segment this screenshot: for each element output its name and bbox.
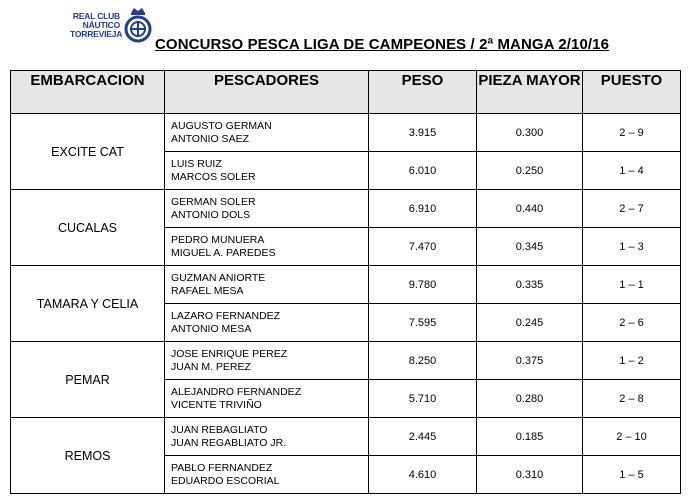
biggest-catch-cell: 0.345 bbox=[477, 228, 583, 266]
boat-name: EXCITE CAT bbox=[11, 114, 165, 190]
fishers-cell bbox=[165, 114, 369, 152]
position-cell: 2 – 8 bbox=[583, 380, 681, 418]
fisher-name: VICENTE TRIVIÑO bbox=[171, 398, 262, 411]
header-biggest-catch: PIEZA MAYOR bbox=[477, 71, 583, 114]
weight-cell: 6.910 bbox=[369, 190, 477, 228]
table-row bbox=[11, 418, 681, 456]
fisher-name: GUZMAN ANIORTE bbox=[171, 272, 266, 284]
weight-cell: 7.595 bbox=[369, 304, 477, 342]
fishers-cell bbox=[165, 342, 369, 380]
position-cell: 2 – 9 bbox=[583, 114, 681, 152]
biggest-catch-cell: 0.245 bbox=[477, 304, 583, 342]
fisher-name: ANTONIO MESA bbox=[171, 322, 252, 335]
fishers-cell bbox=[165, 304, 369, 342]
fisher-name: JUAN REGABLIATO JR. bbox=[171, 436, 287, 449]
fisher-name: ANTONIO SAEZ bbox=[171, 132, 249, 145]
fisher-name: JUAN M. PEREZ bbox=[171, 360, 251, 373]
fisher-name: PABLO FERNANDEZ bbox=[171, 462, 273, 474]
fishers-cell bbox=[165, 152, 369, 190]
weight-cell: 2.445 bbox=[369, 418, 477, 456]
biggest-catch-cell: 0.185 bbox=[477, 418, 583, 456]
fisher-name: MIGUEL A. PAREDES bbox=[171, 246, 276, 259]
fisher-name: ALEJANDRO FERNANDEZ bbox=[171, 386, 302, 398]
club-name bbox=[70, 11, 123, 39]
fisher-name: EDUARDO ESCORIAL bbox=[171, 474, 280, 487]
fisher-name: RAFAEL MESA bbox=[171, 284, 244, 297]
club-name-line1: REAL CLUB bbox=[72, 11, 120, 21]
fishers-cell bbox=[165, 190, 369, 228]
weight-cell: 8.250 bbox=[369, 342, 477, 380]
fisher-name: MARCOS SOLER bbox=[171, 170, 256, 183]
position-cell: 1 – 5 bbox=[583, 456, 681, 494]
biggest-catch-cell: 0.440 bbox=[477, 190, 583, 228]
boat-name: TAMARA Y CELIA bbox=[11, 266, 165, 342]
club-name-line3: TORREVIEJA bbox=[70, 29, 123, 39]
table-row bbox=[11, 342, 681, 380]
header-weight: PESO bbox=[369, 71, 477, 114]
header-fishers: PESCADORES bbox=[165, 71, 369, 114]
biggest-catch-cell: 0.300 bbox=[477, 114, 583, 152]
results-table bbox=[10, 70, 681, 494]
boat-name: REMOS bbox=[11, 418, 165, 494]
weight-cell: 3.915 bbox=[369, 114, 477, 152]
fishers-cell bbox=[165, 380, 369, 418]
weight-cell: 4.610 bbox=[369, 456, 477, 494]
position-cell: 1 – 1 bbox=[583, 266, 681, 304]
fisher-name: JOSE ENRIQUE PEREZ bbox=[171, 348, 288, 360]
fisher-name: GERMAN SOLER bbox=[171, 196, 256, 208]
table-row bbox=[11, 266, 681, 304]
position-cell: 2 – 10 bbox=[583, 418, 681, 456]
position-cell: 2 – 7 bbox=[583, 190, 681, 228]
header-boat: EMBARCACION bbox=[11, 71, 165, 114]
club-name-line2: NÁUTICO bbox=[82, 20, 120, 30]
weight-cell: 6.010 bbox=[369, 152, 477, 190]
position-cell: 1 – 4 bbox=[583, 152, 681, 190]
biggest-catch-cell: 0.310 bbox=[477, 456, 583, 494]
fisher-name: LUIS RUIZ bbox=[171, 158, 222, 170]
position-cell: 2 – 6 bbox=[583, 304, 681, 342]
biggest-catch-cell: 0.375 bbox=[477, 342, 583, 380]
boat-name: PEMAR bbox=[11, 342, 165, 418]
fishers-cell bbox=[165, 266, 369, 304]
fishers-cell bbox=[165, 228, 369, 266]
table-row bbox=[11, 190, 681, 228]
biggest-catch-cell: 0.250 bbox=[477, 152, 583, 190]
header-position: PUESTO bbox=[583, 71, 681, 114]
page-title: CONCURSO PESCA LIGA DE CAMPEONES / 2ª MANGA 2/10/16 bbox=[155, 36, 610, 53]
fisher-name: JUAN REBAGLIATO bbox=[171, 424, 268, 436]
weight-cell: 9.780 bbox=[369, 266, 477, 304]
weight-cell: 7.470 bbox=[369, 228, 477, 266]
club-logo bbox=[70, 4, 154, 44]
fisher-name: ANTONIO DOLS bbox=[171, 208, 251, 221]
fishers-cell bbox=[165, 456, 369, 494]
table-header-row bbox=[11, 71, 681, 114]
position-cell: 1 – 2 bbox=[583, 342, 681, 380]
fisher-name: AUGUSTO GERMAN bbox=[171, 120, 272, 132]
boat-name: CUCALAS bbox=[11, 190, 165, 266]
club-crest-icon bbox=[122, 4, 154, 44]
position-cell: 1 – 3 bbox=[583, 228, 681, 266]
fisher-name: LAZARO FERNANDEZ bbox=[171, 310, 281, 322]
biggest-catch-cell: 0.335 bbox=[477, 266, 583, 304]
fishers-cell bbox=[165, 418, 369, 456]
biggest-catch-cell: 0.280 bbox=[477, 380, 583, 418]
weight-cell: 5.710 bbox=[369, 380, 477, 418]
table-row bbox=[11, 114, 681, 152]
fisher-name: PEDRO MUNUERA bbox=[171, 234, 265, 246]
